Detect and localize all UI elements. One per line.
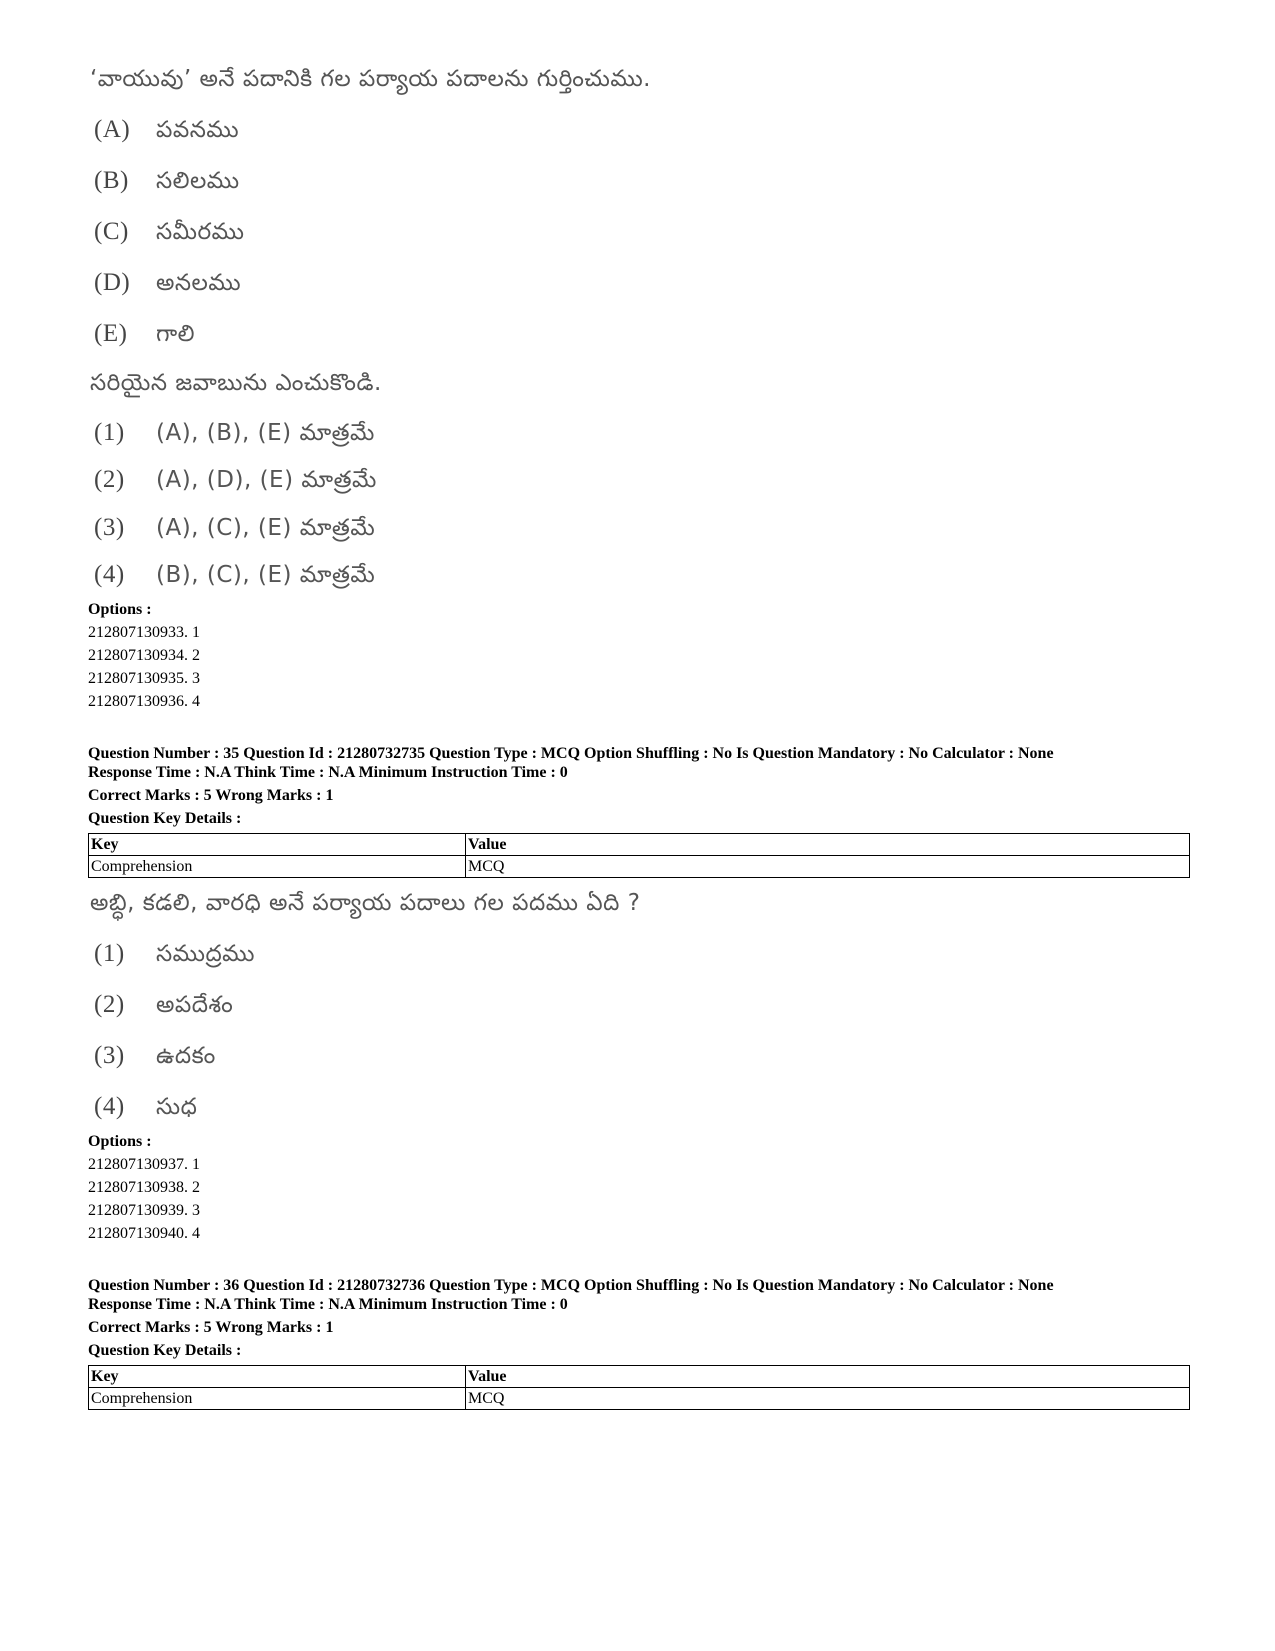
q34-option-id-2: 212807130934. 2 bbox=[88, 647, 200, 664]
q34-item-text: గాలి bbox=[156, 321, 196, 347]
q34-option-id-3: 212807130935. 3 bbox=[88, 670, 200, 687]
q34-answer-2 bbox=[94, 466, 377, 499]
q35-options-label: Options : bbox=[88, 1133, 152, 1150]
q35-option-id-3: 212807130939. 3 bbox=[88, 1202, 200, 1219]
q34-answer-3 bbox=[94, 514, 375, 547]
q34-item-e bbox=[94, 320, 195, 353]
q35-option-id-1: 212807130937. 1 bbox=[88, 1156, 200, 1173]
q35-option-id-2: 212807130938. 2 bbox=[88, 1179, 200, 1196]
q35-answer-2 bbox=[94, 991, 233, 1024]
key-header: Key bbox=[89, 1366, 466, 1388]
q36-key-details-label: Question Key Details : bbox=[88, 1342, 242, 1359]
q35-meta-line1: Question Number : 35 Question Id : 21280732735 Question Type : MCQ Option Shuffling : No Is Question Mandatory : No Calculator : None bbox=[88, 745, 1054, 762]
q35-answer-3 bbox=[94, 1042, 216, 1075]
value-cell: MCQ bbox=[466, 856, 1190, 878]
q35-answer-1 bbox=[94, 940, 255, 973]
key-header: Key bbox=[89, 834, 466, 856]
q35-answer-text: సుధ bbox=[156, 1094, 198, 1120]
q34-item-label: (A) bbox=[94, 116, 131, 143]
q34-answer-label: (3) bbox=[94, 514, 125, 541]
q34-item-label: (C) bbox=[94, 218, 129, 245]
q34-answer-text: (A), (C), (E) మాత్రమే bbox=[156, 515, 376, 541]
q34-options-label: Options : bbox=[88, 601, 152, 618]
q36-meta-line2: Response Time : N.A Think Time : N.A Minimum Instruction Time : 0 bbox=[88, 1296, 568, 1313]
key-cell: Comprehension bbox=[89, 856, 466, 878]
q35-meta-line2: Response Time : N.A Think Time : N.A Minimum Instruction Time : 0 bbox=[88, 764, 568, 781]
q35-answer-text: ఉదకం bbox=[156, 1043, 216, 1069]
q35-key-details-label: Question Key Details : bbox=[88, 810, 242, 827]
q34-item-label: (E) bbox=[94, 320, 128, 347]
q35-answer-label: (4) bbox=[94, 1093, 125, 1120]
q35-answer-label: (1) bbox=[94, 940, 125, 967]
q34-stem: ‘వాయువు’ అనే పదానికి గల పర్యాయ పదాలను గుర్తించుము. bbox=[90, 66, 651, 92]
q34-item-label: (B) bbox=[94, 167, 129, 194]
value-cell: MCQ bbox=[466, 1388, 1190, 1410]
table-header-row bbox=[89, 834, 1190, 856]
q34-item-text: సమీరము bbox=[156, 219, 245, 245]
q34-option-id-1: 212807130933. 1 bbox=[88, 624, 200, 641]
q34-answer-text: (A), (D), (E) మాత్రమే bbox=[156, 467, 377, 493]
q36-meta-line1: Question Number : 36 Question Id : 21280732736 Question Type : MCQ Option Shuffling : No Is Question Mandatory : No Calculator : None bbox=[88, 1277, 1054, 1294]
q35-marks: Correct Marks : 5 Wrong Marks : 1 bbox=[88, 787, 334, 804]
q35-answer-text: అపదేశం bbox=[156, 992, 234, 1018]
table-header-row bbox=[89, 1366, 1190, 1388]
q35-option-id-4: 212807130940. 4 bbox=[88, 1225, 200, 1242]
q34-answer-label: (4) bbox=[94, 561, 125, 588]
q34-item-text: పవనము bbox=[156, 117, 240, 143]
q34-item-b bbox=[94, 167, 240, 200]
q34-item-label: (D) bbox=[94, 269, 131, 296]
q34-item-a bbox=[94, 116, 239, 149]
q35-stem: అబ్ధి, కడలి, వారధి అనే పర్యాయ పదాలు గల పదము ఏది ? bbox=[90, 890, 641, 916]
q34-answer-label: (2) bbox=[94, 466, 125, 493]
q34-option-id-4: 212807130936. 4 bbox=[88, 693, 200, 710]
table-row bbox=[89, 1388, 1190, 1410]
q35-answer-label: (2) bbox=[94, 991, 125, 1018]
value-header: Value bbox=[466, 834, 1190, 856]
q35-key-details-table bbox=[88, 833, 1190, 878]
key-cell: Comprehension bbox=[89, 1388, 466, 1410]
q34-item-c bbox=[94, 218, 244, 251]
q34-item-text: సలిలము bbox=[156, 168, 240, 194]
q34-answer-text: (A), (B), (E) మాత్రమే bbox=[156, 420, 375, 446]
value-header: Value bbox=[466, 1366, 1190, 1388]
q35-answer-label: (3) bbox=[94, 1042, 125, 1069]
q34-answer-1 bbox=[94, 419, 375, 452]
q34-instruction: సరియైన జవాబును ఎంచుకొండి. bbox=[90, 370, 382, 396]
q34-answer-4 bbox=[94, 561, 375, 594]
q36-marks: Correct Marks : 5 Wrong Marks : 1 bbox=[88, 1319, 334, 1336]
q34-item-text: అనలము bbox=[156, 270, 242, 296]
q36-key-details-table bbox=[88, 1365, 1190, 1410]
q34-answer-text: (B), (C), (E) మాత్రమే bbox=[156, 562, 376, 588]
q35-answer-text: సముద్రము bbox=[156, 941, 255, 967]
q35-answer-4 bbox=[94, 1093, 197, 1126]
table-row bbox=[89, 856, 1190, 878]
q34-answer-label: (1) bbox=[94, 419, 125, 446]
q34-item-d bbox=[94, 269, 241, 302]
